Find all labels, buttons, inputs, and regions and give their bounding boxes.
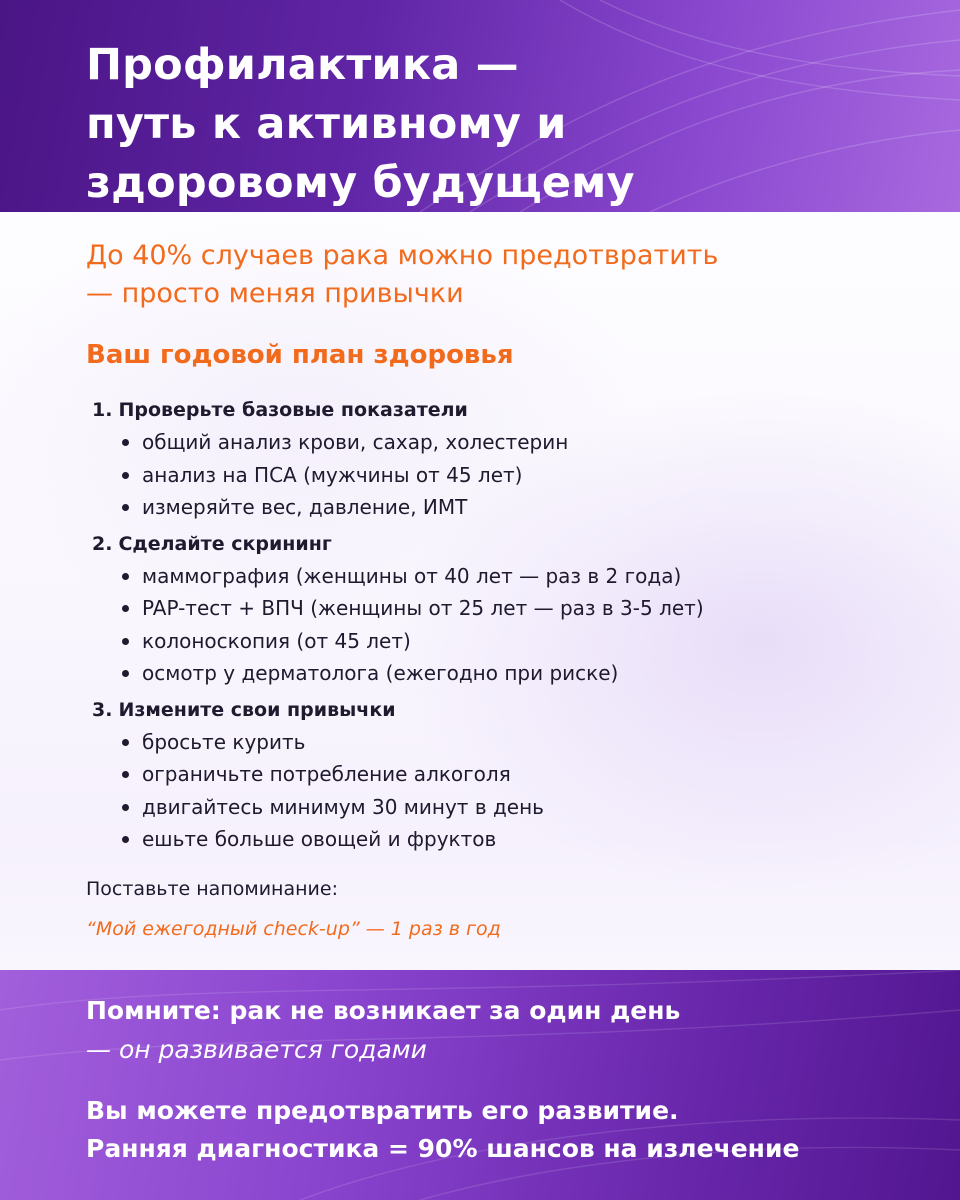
subtitle — [86, 237, 926, 313]
plan-title: Ваш годовой план здоровья — [86, 340, 514, 370]
footer-reminder-text: Помните: рак не возникает за один день — [86, 996, 681, 1025]
subtitle-line: До 40% случаев рака можно предотвратить — [86, 240, 719, 271]
reminder-label: Поставьте напоминание: — [86, 878, 338, 900]
title-line: здоровому будущему — [86, 158, 635, 208]
page-title — [86, 36, 906, 212]
title-line: путь к активному и — [86, 99, 567, 149]
section-heading-text: Измените свои привычки — [118, 698, 396, 721]
reminder-quote: “Мой ежегодный check-up” — 1 раз в год — [86, 918, 501, 940]
section-heading — [92, 694, 932, 726]
list-item: ешьте больше овощей и фруктов — [120, 823, 932, 856]
section-heading — [92, 528, 932, 560]
list-item: измеряйте вес, давление, ИМТ — [120, 491, 932, 524]
list-item: колоноскопия (от 45 лет) — [120, 625, 932, 658]
section-number: 3. — [92, 698, 113, 721]
section-heading-text: Сделайте скрининг — [118, 532, 332, 555]
section-number: 2. — [92, 532, 113, 555]
list-item: ограничьте потребление алкоголя — [120, 758, 932, 791]
footer-reminder-subtext: — он развивается годами — [86, 1035, 427, 1064]
section-list — [92, 560, 932, 690]
subtitle-line: — просто меняя привычки — [86, 278, 464, 309]
section-number: 1. — [92, 399, 113, 421]
list-item: анализ на ПСА (мужчины от 45 лет) — [120, 459, 932, 492]
list-item: осмотр у дерматолога (ежегодно при риске) — [120, 657, 932, 690]
plan-section-basic-checks — [92, 394, 932, 524]
section-heading-text: Проверьте базовые показатели — [118, 399, 468, 421]
plan-sections — [92, 394, 932, 860]
footer-prevention-text: Вы можете предотвратить его развитие. — [86, 1096, 679, 1125]
list-item: общий анализ крови, сахар, холестерин — [120, 426, 932, 459]
plan-section-habits — [92, 694, 932, 856]
list-item: PAP-тест + ВПЧ (женщины от 25 лет — раз в 3-5 лет) — [120, 592, 932, 625]
section-list — [92, 426, 932, 524]
list-item: двигайтесь минимум 30 минут в день — [120, 791, 932, 824]
footer-band — [0, 970, 960, 1200]
list-item: бросьте курить — [120, 726, 932, 759]
footer-diagnostics-text: Ранняя диагностика = 90% шансов на излечение — [86, 1134, 800, 1163]
section-heading — [92, 394, 932, 426]
plan-section-screening — [92, 528, 932, 690]
section-list — [92, 726, 932, 856]
list-item: маммография (женщины от 40 лет — раз в 2 года) — [120, 560, 932, 593]
header-band — [0, 0, 960, 212]
title-line: Профилактика — — [86, 40, 519, 90]
